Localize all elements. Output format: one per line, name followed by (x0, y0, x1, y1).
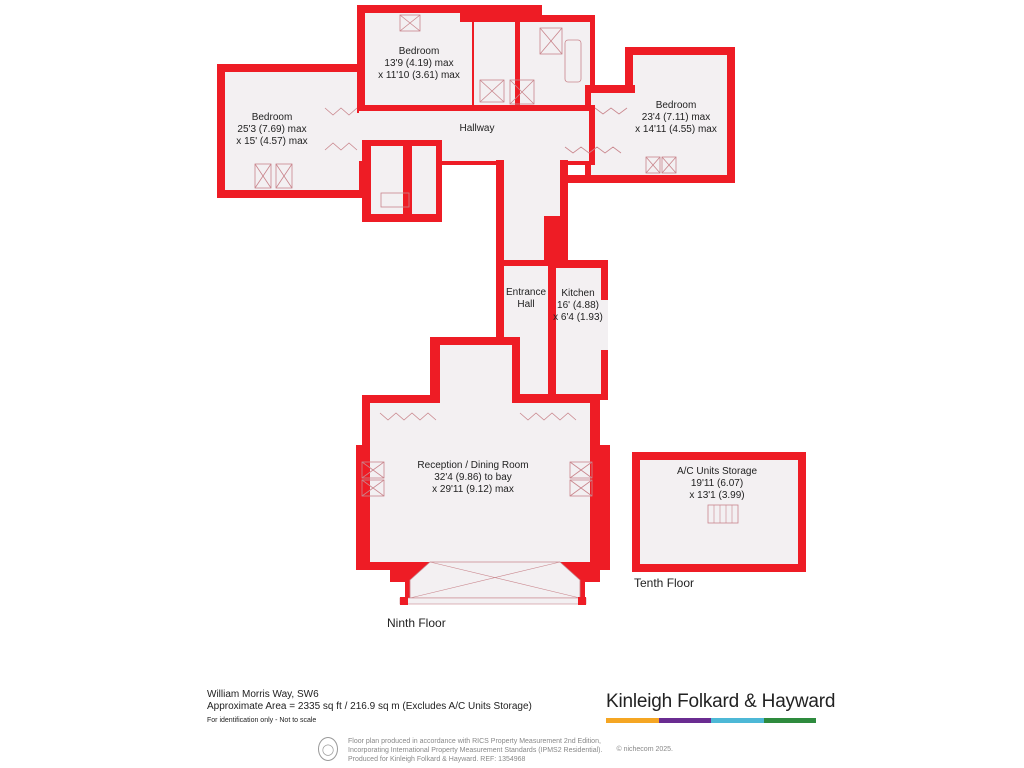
address: William Morris Way, SW6 (207, 689, 319, 700)
label-ac-storage-dim1: 19'11 (6.07) (690, 478, 744, 489)
label-ac-storage-dim2: x 13'1 (3.99) (689, 490, 745, 501)
corridor (496, 160, 568, 270)
copyright: © nichecom 2025. (616, 746, 673, 753)
label-bedroom-right-dim1: 23'4 (7.11) max (641, 112, 711, 123)
label-reception: Reception / Dining Room (417, 460, 529, 471)
label-tenth-floor: Tenth Floor (634, 576, 695, 590)
label-ac-storage: A/C Units Storage (676, 466, 758, 477)
label-kitchen: Kitchen (561, 288, 595, 299)
brand-color-bar (606, 718, 816, 723)
legal-notice (318, 737, 673, 764)
legal-line-2: Incorporating International Property Measurement Standards (IPMS2 Residential). (348, 747, 603, 754)
brand-bar-purple (659, 718, 712, 723)
label-reception-dim1: 32'4 (9.86) to bay (434, 472, 512, 483)
brand-bar-blue (711, 718, 764, 723)
label-bedroom-right: Bedroom (655, 100, 697, 111)
label-bedroom-top: Bedroom (398, 46, 440, 57)
label-bedroom-top-dim2: x 11'10 (3.61) max (378, 70, 460, 81)
label-bedroom-right-dim2: x 14'11 (4.55) max (635, 124, 717, 135)
label-reception-dim2: x 29'11 (9.12) max (432, 484, 514, 495)
legal-line-3: Produced for Kinleigh Folkard & Hayward. REF: 1354968 (348, 756, 526, 763)
brand-bar-orange (606, 718, 659, 723)
brand-bar-green (764, 718, 817, 723)
label-entrance-hall-2: Hall (517, 299, 535, 310)
person-info-icon: ◯ (318, 737, 338, 761)
property-info (207, 689, 532, 724)
label-bedroom-left-dim2: x 15' (4.57) max (236, 136, 308, 147)
label-bedroom-left: Bedroom (251, 112, 293, 123)
label-bedroom-top-dim1: 13'9 (4.19) max (384, 58, 454, 69)
bathroom-left (362, 140, 442, 222)
scale-note: For identification only - Not to scale (207, 717, 317, 724)
agent-name: Kinleigh Folkard & Hayward (606, 691, 836, 712)
legal-line-1: Floor plan produced in accordance with RICS Property Measurement 2nd Edition, (348, 738, 601, 745)
label-ninth-floor: Ninth Floor (387, 616, 446, 630)
label-hallway: Hallway (459, 123, 495, 134)
label-bedroom-left-dim1: 25'3 (7.69) max (237, 124, 307, 135)
approximate-area: Approximate Area = 2335 sq ft / 216.9 sq m (Excludes A/C Units Storage) (207, 701, 532, 712)
agent-brand (606, 691, 836, 723)
label-kitchen-dim2: x 6'4 (1.93) (553, 312, 603, 323)
label-entrance-hall-1: Entrance (505, 287, 547, 298)
label-kitchen-dim1: 16' (4.88) (557, 300, 599, 311)
